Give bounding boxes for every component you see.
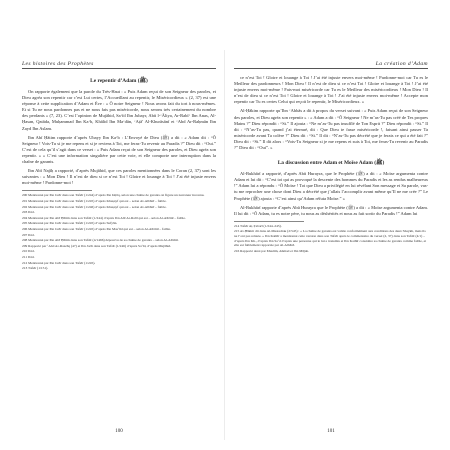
footnote: 213 Tafsīr (1/151). (22, 266, 49, 271)
right-running-header (234, 58, 428, 69)
paragraph: Ibn Abī Ḥātim rapporte d’après Ubayy Ibn Ka‘b : L’Envoyé de Dieu (ﷺ) a dit : « Adam dit : “Ô Seigneur ! Vois-Tu si je me repens et si je reviens à Toi, me feras-Tu revenir au Paradis ?” Dieu dit : “Oui.” C’est de cela qu’il s’agit dans ce verset : « Puis Adam reçut de son Seigneur des paroles, et Dieu agréa son repentir. » » C’est une information singulière par cette voie, et elle comporte une interruption dans la chaîne de garants. (22, 134, 216, 165)
footnote: 206 Mentionné par Ibn Jarīr dans son Tafsīr (1/245) d’après Ibn Mas‘ūd qui est – selon Al-Albānī – faible. (22, 226, 171, 231)
right-footnotes (234, 224, 428, 254)
section-title-repentance: Le repentir d’Adam (ﷺ) (90, 78, 148, 84)
paragraph: Ibn Abī Najīḥ a rapporté, d’après Mujāhid, que ces paroles mentionnées dans le Coran (2, 37) sont les suivantes : « Mon Dieu ! Il n’est de dieu si ce n’est Toi ! Gloire et louange à Toi ! J’ai été injuste envers moi-même ! Pardonne-moi ! (22, 168, 216, 186)
left-page (22, 58, 216, 434)
footnote: 210 Ibid. (22, 249, 35, 254)
paragraph: Al-Bukhārī rapporte d’après Abū Hurayra que le Prophète (ﷺ) a dit : « Moïse argumenta contre Adam. Il lui dit : “Ô Adam, tu es notre père, tu nous as déshérités et nous as fait sortir du Paradis !” Adam lui (234, 204, 428, 216)
footnote: 203 Ibid. (22, 210, 35, 215)
footnote: 212 Mentionné par Ibn Jarīr dans son Tafsīr (1/245). (22, 260, 96, 265)
footnote: 204 Mentionné par Ibn Abī Ḥātim dans son Tafsīr (1/244) d’après Ibn Abī Ar-Rabī qui est – selon Al-Albānī – faible. (22, 215, 186, 220)
paragraph: Al-Bukhārī a rapporté, d’après Abū Hurayra, que le Prophète (ﷺ) a dit : « Moïse argumenta contre Adam et lui dit : “C’est toi qui as provoqué la descente des hommes du Paradis et les as rendus malheureux !” Adam lui a répondu : “Ô Moïse ! Toi que Dieu a privilégié en lui révélant Son message et Sa parole, vas-tu me reprocher une chose dont Dieu a décrété que j’allais l’accomplir avant même qu’Il ne me crée ?” Le Prophète (ﷺ) ajouta : “C’est ainsi qu’Adam réfuta Moïse.” » (234, 171, 428, 201)
footnote: 209 Rapporté par ‘Abd Ar-Razzāq (47) et Ibn Jarīr dans son Tafsīr (1/246) d’après Sa‘īd, d’après Mujāhid. (22, 243, 172, 248)
section-title-discussion: La discussion entre Adam et Moïse Adam (ﷺ) (277, 160, 385, 167)
left-header-title: Les histoires des Prophètes (22, 61, 94, 67)
left-footnotes (22, 193, 216, 270)
footnote: 216 Rapporté ainsi par Muslim, Ahmad et Ibn Mājah. (234, 248, 310, 253)
footnote: 208 Mentionné par Ibn Abī Ḥātim dans son Tafsīr (4/1466) dépourvu de sa chaîne de garants – selon Al-Albānī. (22, 238, 179, 243)
right-page (234, 58, 428, 434)
left-running-header (22, 58, 216, 69)
page-number: 100 (115, 429, 123, 434)
footnote: 200 Mentionné par Ibn Jarīr dans son Tafsīr (1/244) d’après Ibn Isḥāq, selon une chaîne de garants où figure un narrateur inconnu. (22, 193, 205, 198)
footnote: 202 Mentionné par Ibn Jarīr dans son Tafsīr (1/246) d’après Khuṣayf qui est – selon Al-Albānī – faible. (22, 204, 167, 209)
paragraph: On rapporte également que la parole du Très-Haut : « Puis Adam reçut de son Seigneur des paroles, et Dieu agréa son repentir car c’est Lui certes, l’Accueillant au repentir, le Miséricordieux » (2, 37) est une réponse à cette supplication d’Adam et Ève : « Ô notre Seigneur ! Nous avons fait du tort à nous-mêmes. Et si Tu ne nous pardonnes pas et ne nous fais pas miséricorde, nous serons très certainement du nombre des perdants » (7, 23). C’est l’opinion de Mujāhid, Sa‘īd Ibn Jubayr, Abū l-‘Āliya, Ar-Rabī‘ Ibn Anas, Al-Ḥasan, Qatāda, Muḥammad Ibn Ka‘b, Khālid Ibn Ma‘dān, ‘Aṭā’ Al-Khurāsānī et ‘Abd Ar-Raḥmān Ibn Zayd Ibn Aslam. (22, 89, 216, 131)
gutter-shadow (224, 50, 225, 440)
footnote: 207 Ibid. (22, 232, 35, 237)
footnote: 215 Al-Ḥākim dit dans Al-Mustadrak (2/545) : « La chaîne de garants est valide conformément aux conditions des deux Shaykh, mais ils ne l’ont pas relatée. » Ibn Kathīr a mentionné cette version dans son Tafsīr après le commentaire du verset (2, 37) dans son Tafsīr (4/1) – d’après Ibn Kh., d’après Ibn Sa‘d d’après une personne qui le lui a transmis et Ibn Kathīr considère sa chaîne de garants comme faible, et elle est faiblement rapportée par Al-Albānī. (234, 229, 427, 248)
page-number: 101 (327, 429, 335, 434)
paragraph: Al-Ḥākim rapporte qu’Ibn ‘Abbās a dit à propos du verset suivant : « Puis Adam reçut de son Seigneur des paroles, et Dieu agréa son repentir » : « Adam a dit : “Ô Seigneur ! Ne m’as-Tu pas créé de Tes propres Mains ?” Dieu répondit : “Si.” Il ajouta : “Ne m’as-Tu pas insufflé de Ton Esprit ?” Dieu répondit : “Si.” Il dit : “N’as-Tu pas, quand j’ai éternué, dit : Que Dieu te fasse miséricorde !, faisant ainsi passer Ta miséricorde avant Ta colère ?” Dieu dit : “Si.” Il dit : “N’as-Tu pas décrété que je ferais ce qui a été fait ?” Dieu dit : “Si.” Il dit alors : “Vois-Tu Seigneur si je me repens et suis à Toi, me feras-Tu revenir au Paradis ?” Dieu dit : “Oui”. » (234, 108, 428, 151)
footnote: 201 Mentionné par Ibn Jarīr dans son Tafsīr (1/245) d’après Khuṣayf qui est – selon Al-Albānī – faible. (22, 199, 167, 203)
footnote: 214 Tafsīr Aṭ-Ṭabarī (1/244–245). (234, 223, 282, 228)
right-header-title: La création d’Adam (375, 61, 428, 67)
footnote: 205 Mentionné par Ibn Jarīr dans son Tafsīr (1/245) d’après Sufyān. (22, 221, 118, 226)
paragraph: ce n’est Toi ! Gloire et louange à Toi ! J’ai été injuste envers moi-même ! Pardonne-moi car Tu es le Meilleur des pardonneurs ! Mon Dieu ! Il n’est de dieu si ce n’est Toi ! Gloire et louange à Toi ! J’ai été injuste envers moi-même ! Fais-moi miséricorde car Tu es le Meilleur des miséricordieux ! Mon Dieu ! Il n’est de dieu si ce n’est Toi ! Gloire et louange à Toi ! J’ai été injuste envers moi-même ! Accepte mon repentir car Tu es certes Celui qui reçoit le repentir, le Miséricordieux. » (234, 75, 428, 105)
footnote: 211 Ibid. (22, 254, 35, 259)
